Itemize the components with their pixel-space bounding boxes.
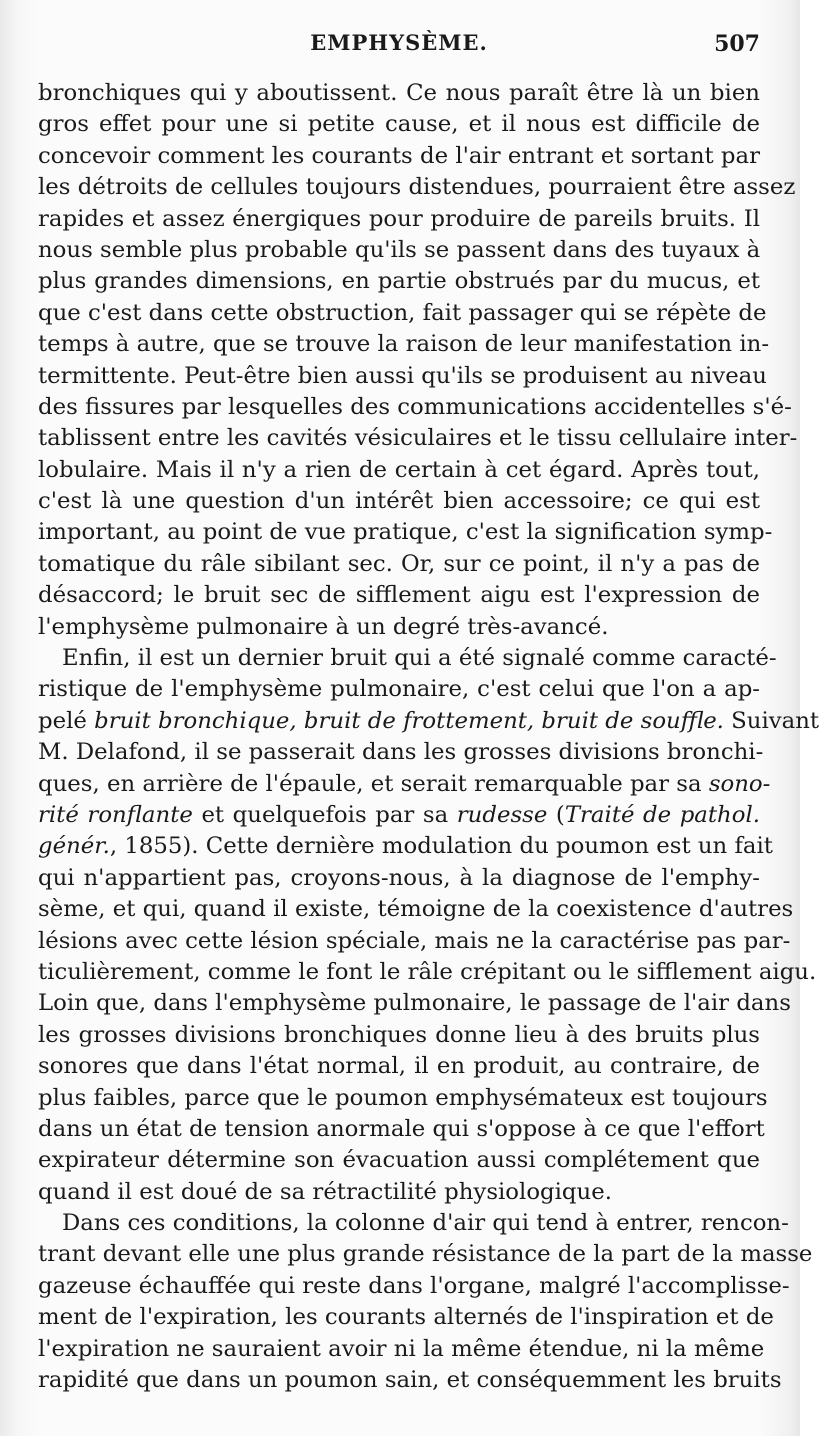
text-line: pelé bruit bronchique, bruit de frottement, bruit de souffle. Suivant [38, 707, 819, 734]
paragraph [38, 1208, 813, 1396]
text-line: ment de l'expiration, les courants alternés de l'inspiration et de [38, 1304, 774, 1331]
text-line: ticulièrement, comme le font le râle crépitant ou le sifflement aigu. [38, 958, 817, 985]
text-line: trant devant elle une plus grande résistance de la part de la masse [38, 1241, 813, 1268]
text-line: génér., 1855). Cette dernière modulation du poumon est un fait [38, 833, 773, 860]
text-line: les détroits de cellules toujours distendues, pourraient être assez [38, 174, 796, 201]
text-line: Enfin, il est un dernier bruit qui a été signalé comme caracté- [62, 645, 777, 672]
text-line: lobulaire. Mais il n'y a rien de certain à cet égard. Après tout, [38, 456, 760, 483]
text-line: plus grandes dimensions, en partie obstrués par du mucus, et [38, 268, 760, 295]
text-line: c'est là une question d'un intérêt bien accessoire; ce qui est [38, 488, 760, 515]
text-line: plus faibles, parce que le poumon emphysémateux est toujours [38, 1084, 768, 1111]
text-line: désaccord; le bruit sec de sifflement aigu est l'expression de [38, 582, 760, 609]
text-line: qui n'appartient pas, croyons-nous, à la diagnose de l'emphy- [38, 864, 760, 891]
text-line: ques, en arrière de l'épaule, et serait remarquable par sa sono- [38, 770, 771, 797]
page-number: 507 [714, 31, 760, 57]
text-line: tomatique du râle sibilant sec. Or, sur ce point, il n'y a pas de [38, 550, 760, 577]
text-line: dans un état de tension anormale qui s'oppose à ce que l'effort [38, 1115, 765, 1142]
text-line: l'emphysème pulmonaire à un degré très-avancé. [38, 613, 609, 640]
text-line: gazeuse échauffée qui reste dans l'organe, malgré l'accomplisse- [38, 1272, 790, 1299]
text-line: sonores que dans l'état normal, il en produit, au contraire, de [38, 1053, 760, 1080]
text-line: temps à autre, que se trouve la raison de leur manifestation in- [38, 331, 770, 358]
text-line: l'expiration ne sauraient avoir ni la même étendue, ni la même [38, 1335, 765, 1362]
text-line: des fissures par lesquelles des communications accidentelles s'é- [38, 393, 792, 420]
text-line: termittente. Peut-être bien aussi qu'ils se produisent au niveau [38, 362, 767, 389]
running-title: EMPHYSÈME. [310, 30, 488, 55]
text-line: gros effet pour une si petite cause, et il nous est difficile de [38, 111, 760, 138]
text-line: nous semble plus probable qu'ils se passent dans des tuyaux à [38, 236, 761, 263]
text-line: les grosses divisions bronchiques donne lieu à des bruits plus [38, 1021, 760, 1048]
text-line: sème, et qui, quand il existe, témoigne de la coexistence d'autres [38, 896, 794, 923]
page-header [38, 30, 760, 62]
text-line: rapides et assez énergiques pour produire de pareils bruits. Il [38, 205, 760, 232]
text-line: Dans ces conditions, la colonne d'air qui tend à entrer, rencon- [62, 1210, 789, 1237]
text-line: que c'est dans cette obstruction, fait passager qui se répète de [38, 299, 767, 326]
text-line: important, au point de vue pratique, c'est la signification symp- [38, 519, 773, 546]
text-line: quand il est doué de sa rétractilité physiologique. [38, 1178, 612, 1205]
text-line: concevoir comment les courants de l'air entrant et sortant par [38, 142, 760, 169]
text-line: rité ronflante et quelquefois par sa rudesse (Traité de pathol. [38, 801, 761, 828]
body-text [38, 78, 819, 1396]
text-line: lésions avec cette lésion spéciale, mais ne la caractérise pas par- [38, 927, 791, 954]
text-line: ristique de l'emphysème pulmonaire, c'est celui que l'on a ap- [38, 676, 760, 703]
paragraph [38, 78, 798, 643]
text-line: expirateur détermine son évacuation aussi complétement que [38, 1147, 760, 1174]
text-line: Loin que, dans l'emphysème pulmonaire, le passage de l'air dans [38, 990, 791, 1017]
paragraph [38, 643, 819, 1208]
text-line: rapidité que dans un poumon sain, et conséquemment les bruits [38, 1367, 782, 1394]
text-line: bronchiques qui y aboutissent. Ce nous paraît être là un bien [38, 80, 760, 106]
text-line: tablissent entre les cavités vésiculaires et le tissu cellulaire inter- [38, 425, 798, 452]
text-line: M. Delafond, il se passerait dans les grosses divisions bronchi- [38, 739, 764, 766]
